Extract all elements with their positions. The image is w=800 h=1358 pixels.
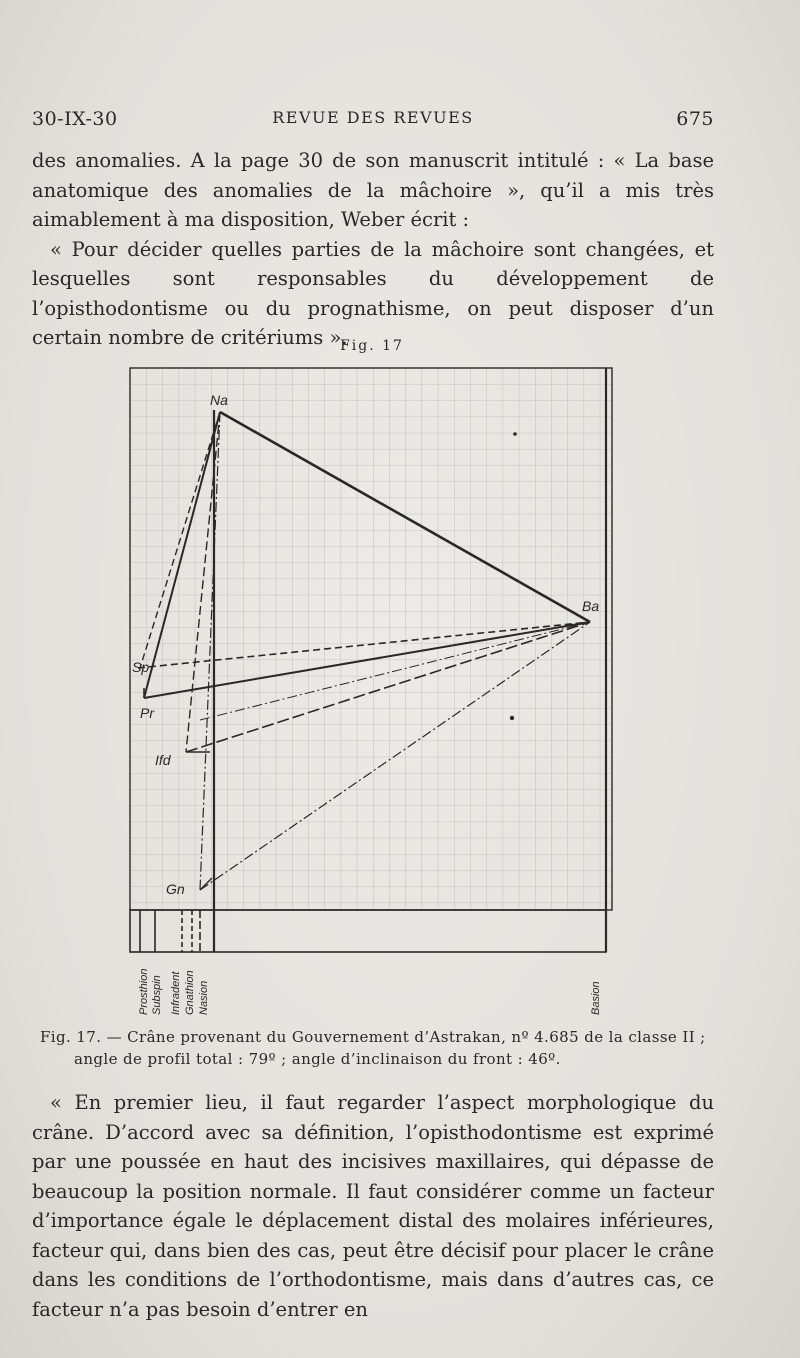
label-gn: Gn [166, 881, 185, 897]
caption-line-2: angle de profil total : 79º ; angle d’inclinaison du front : 46º. [74, 1050, 561, 1068]
label-ifd: Ifd [155, 752, 171, 768]
dot-1 [513, 432, 517, 436]
label-infradent: Infradent [170, 971, 182, 1015]
paragraph-3: « En premier lieu, il faut regarder l’aspect morphologique du crâne. D’accord avec sa définition, l’opisthodontisme est exprimé par une poussée en haut des incisives maxillaires, qui dépasse de beaucoup la position normale. Il faut considérer comme un facteur d’importance égale le déplacement distal des molaires inférieures, facteur qui, dans bien des cas, peut être décisif pour placer le crâne dans les conditions de l’orthodontisme, mais dans d’autres cas, ce facteur n’a pas besoin d’entrer en [32, 1091, 714, 1321]
label-na: Na [210, 392, 228, 408]
label-ba: Ba [582, 598, 600, 614]
bottom-strip [130, 910, 606, 952]
paragraph-1: des anomalies. A la page 30 de son manuscrit intitulé : « La base anatomique des anomalies de la mâchoire », qu’il a mis très aimablement à ma disposition, Weber écrit : [32, 149, 714, 231]
caption-line-1: Fig. 17. — Crâne provenant du Gouvernement d’Astrakan, nº 4.685 de la classe II ; [40, 1028, 706, 1046]
paragraph-2: « Pour décider quelles parties de la mâchoire sont changées, et lesquelles sont responsables du développement de l’opisthodontisme ou du prognathisme, on peut disposer d’un certain nombre de critériums ». [32, 237, 714, 349]
page-number: 675 [676, 108, 714, 130]
label-prosthion: Prosthion [138, 968, 150, 1015]
journal-title: REVUE DES REVUES [272, 108, 474, 127]
figure-label: Fig. 17 [340, 338, 404, 354]
strip-ticks [140, 910, 200, 952]
header-date: 30-IX-30 [32, 108, 118, 130]
label-subspin: Subspin [151, 975, 163, 1015]
label-sp: Sp [132, 659, 150, 675]
label-gnathion: Gnathion [184, 970, 196, 1015]
label-nasion: Nasion [198, 980, 210, 1015]
label-basion: Basion [590, 981, 602, 1015]
body-text [32, 1088, 714, 1324]
dot-2 [510, 716, 514, 720]
figure-caption [40, 1026, 720, 1070]
label-pr: Pr [140, 705, 154, 721]
